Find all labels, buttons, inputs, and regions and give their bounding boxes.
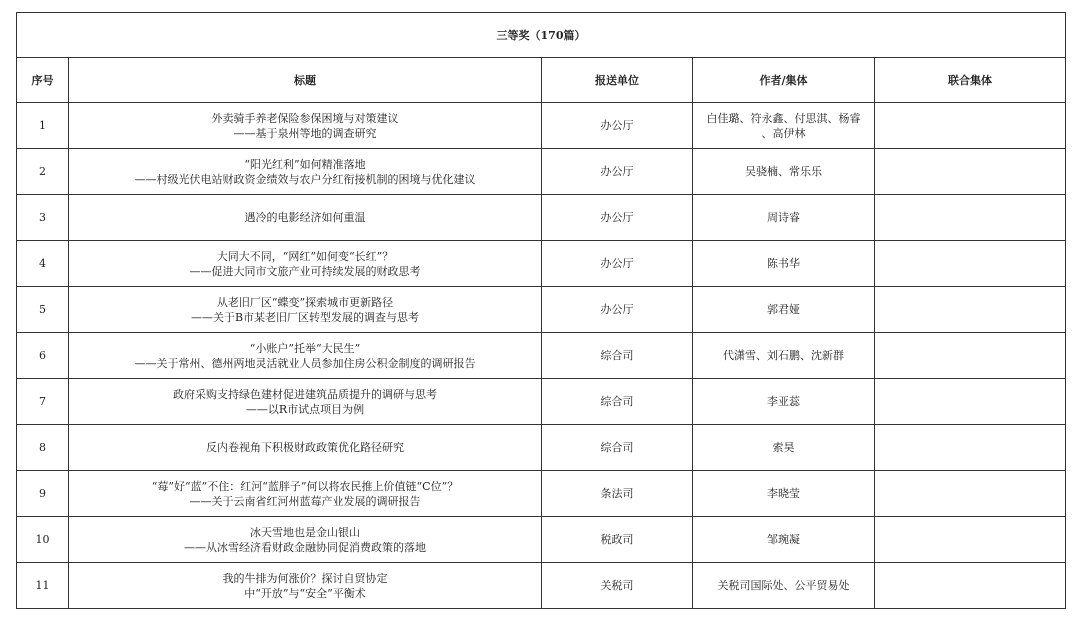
row-title-line: ——基于泉州等地的调查研究 <box>233 126 377 140</box>
table-row <box>17 103 1066 149</box>
row-index: 9 <box>17 471 69 517</box>
row-author-line: 关税司国际处、公平贸易处 <box>717 579 850 592</box>
table-row <box>17 517 1066 563</box>
row-author-line: 陈书华 <box>767 257 800 270</box>
row-title <box>69 287 542 333</box>
row-title <box>69 425 542 471</box>
row-unit: 条法司 <box>542 471 693 517</box>
row-title-line: 我的牛排为何涨价？探讨自贸协定 <box>222 571 388 585</box>
row-title-line: ——关于B市某老旧厂区转型发展的调查与思考 <box>190 310 420 324</box>
row-index: 7 <box>17 379 69 425</box>
row-index: 3 <box>17 195 69 241</box>
table-caption: 三等奖（170篇） <box>17 13 1066 58</box>
row-unit: 综合司 <box>542 379 693 425</box>
row-author <box>693 103 875 149</box>
row-title-line: ——关于云南省红河州蓝莓产业发展的调研报告 <box>189 494 421 508</box>
row-author-line: 白佳璐、符永鑫、付思淇、杨睿 <box>706 111 861 125</box>
row-author <box>693 471 875 517</box>
row-index: 6 <box>17 333 69 379</box>
row-joint <box>875 471 1066 517</box>
row-joint <box>875 517 1066 563</box>
row-joint <box>875 379 1066 425</box>
row-title <box>69 195 542 241</box>
row-author <box>693 333 875 379</box>
row-index: 11 <box>17 563 69 609</box>
row-index: 8 <box>17 425 69 471</box>
row-title-line: ——村级光伏电站财政资金绩效与农户分红衔接机制的困境与优化建议 <box>134 172 476 186</box>
row-title-line: ——关于常州、德州两地灵活就业人员参加住房公积金制度的调研报告 <box>134 356 476 370</box>
row-title-line: ——以R市试点项目为例 <box>245 402 365 416</box>
row-index: 10 <box>17 517 69 563</box>
row-unit: 办公厅 <box>542 195 693 241</box>
row-author-line: 周诗睿 <box>767 211 800 224</box>
row-title-line: 冰天雪地也是金山银山 <box>250 525 360 539</box>
header-unit: 报送单位 <box>542 58 693 103</box>
row-joint <box>875 333 1066 379</box>
row-index: 5 <box>17 287 69 333</box>
header-joint: 联合集体 <box>875 58 1066 103</box>
row-title <box>69 333 542 379</box>
row-title <box>69 241 542 287</box>
row-author <box>693 563 875 609</box>
table-row <box>17 563 1066 609</box>
row-unit: 办公厅 <box>542 149 693 195</box>
row-title-line: “小账户”托举“大民生” <box>249 341 361 355</box>
row-unit: 办公厅 <box>542 103 693 149</box>
row-author-line: 李晓莹 <box>767 487 800 500</box>
row-title <box>69 379 542 425</box>
header-author: 作者/集体 <box>693 58 875 103</box>
row-title-line: 反内卷视角下积极财政政策优化路径研究 <box>206 441 404 454</box>
row-unit: 综合司 <box>542 333 693 379</box>
row-author-line: 郭君娅 <box>767 303 800 316</box>
row-title-line: 中“开放”与“安全”平衡术 <box>244 586 366 600</box>
row-author <box>693 517 875 563</box>
table-row <box>17 471 1066 517</box>
row-author <box>693 287 875 333</box>
row-unit: 办公厅 <box>542 241 693 287</box>
row-author <box>693 195 875 241</box>
row-author <box>693 379 875 425</box>
row-author-line: 邹琬凝 <box>767 533 800 546</box>
row-index: 1 <box>17 103 69 149</box>
row-title-line: “阳光红利”如何精准落地 <box>244 157 366 171</box>
row-joint <box>875 287 1066 333</box>
row-index: 4 <box>17 241 69 287</box>
row-title <box>69 517 542 563</box>
row-author <box>693 149 875 195</box>
row-joint <box>875 241 1066 287</box>
row-title-line: 大同大不同，“网红”如何变“长红”？ <box>216 249 394 263</box>
row-title <box>69 149 542 195</box>
award-table-body <box>17 13 1066 609</box>
row-author-line: 、高伊林 <box>761 126 806 140</box>
table-row <box>17 287 1066 333</box>
row-title-line: 遇冷的电影经济如何重温 <box>244 211 366 224</box>
row-author <box>693 241 875 287</box>
row-joint <box>875 563 1066 609</box>
row-joint <box>875 195 1066 241</box>
table-row <box>17 241 1066 287</box>
row-title <box>69 563 542 609</box>
row-joint <box>875 149 1066 195</box>
award-table <box>16 12 1066 609</box>
row-unit: 办公厅 <box>542 287 693 333</box>
row-title <box>69 103 542 149</box>
row-title-line: “莓”好“蓝”不住：红河“蓝胖子”何以将农民推上价值链“C位”？ <box>151 479 459 493</box>
row-joint <box>875 425 1066 471</box>
table-row <box>17 379 1066 425</box>
row-title-line: ——促进大同市文旅产业可持续发展的财政思考 <box>189 264 421 278</box>
row-title-line: 政府采购支持绿色建材促进建筑品质提升的调研与思考 <box>173 387 437 401</box>
row-author <box>693 425 875 471</box>
row-index: 2 <box>17 149 69 195</box>
row-unit: 税政司 <box>542 517 693 563</box>
caption-row <box>17 13 1066 58</box>
header-row <box>17 58 1066 103</box>
row-joint <box>875 103 1066 149</box>
row-title <box>69 471 542 517</box>
table-row <box>17 333 1066 379</box>
row-author-line: 代潇雪、刘石鹏、沈新群 <box>723 349 844 362</box>
header-index: 序号 <box>17 58 69 103</box>
row-title-line: ——从冰雪经济看财政金融协同促消费政策的落地 <box>184 540 426 554</box>
table-row <box>17 149 1066 195</box>
row-author-line: 吴骁楠、常乐乐 <box>745 165 822 178</box>
row-title-line: 从老旧厂区“蝶变”探索城市更新路径 <box>216 295 394 309</box>
table-row <box>17 195 1066 241</box>
row-unit: 关税司 <box>542 563 693 609</box>
header-title: 标题 <box>69 58 542 103</box>
row-unit: 综合司 <box>542 425 693 471</box>
row-author-line: 索昊 <box>772 441 795 454</box>
table-row <box>17 425 1066 471</box>
row-author-line: 李亚蕊 <box>767 395 800 408</box>
row-title-line: 外卖骑手养老保险参保困境与对策建议 <box>211 111 399 125</box>
